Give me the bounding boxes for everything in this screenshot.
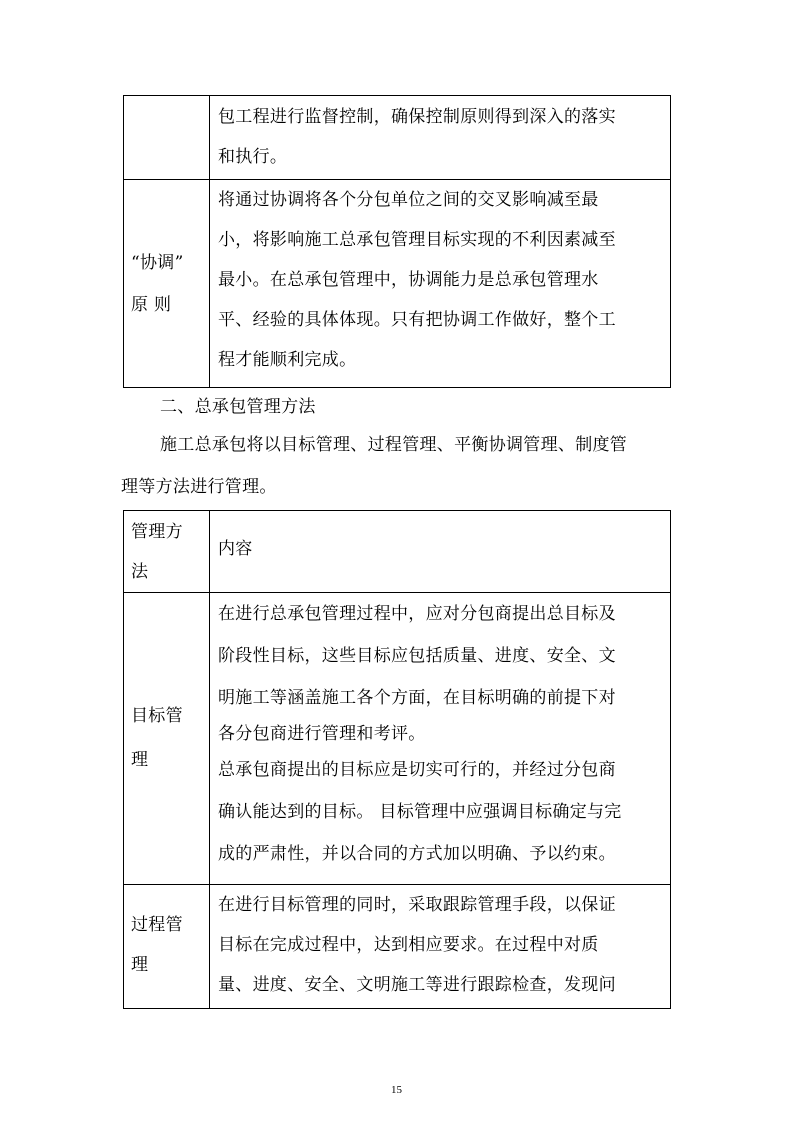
row-label-cell xyxy=(124,885,210,1009)
paragraph-line: 施工总承包将以目标管理、过程管理、平衡协调管理、制度管 xyxy=(160,435,628,455)
coordination-principle-table xyxy=(123,95,671,388)
header-content-cell xyxy=(210,511,671,593)
text-line: 目标在完成过程中，达到相应要求。在过程中对质 xyxy=(218,935,599,955)
row-label-cell xyxy=(124,180,210,388)
table-row xyxy=(124,180,671,388)
page-number: 15 xyxy=(391,1084,402,1096)
header-label-cell xyxy=(124,511,210,593)
row-label-cell xyxy=(124,593,210,885)
row-content-cell xyxy=(210,96,671,180)
column-header: 法 xyxy=(131,561,149,582)
row-label-cell xyxy=(124,96,210,180)
table-row xyxy=(124,593,671,885)
row-label: 理 xyxy=(131,954,149,975)
text-line: 各分包商进行管理和考评。 xyxy=(218,724,426,744)
section-heading: 二、总承包管理方法 xyxy=(160,397,316,417)
text-line: 和执行。 xyxy=(218,147,288,167)
row-content-cell xyxy=(210,885,671,1009)
text-line: 确认能达到的目标。 目标管理中应强调目标确定与完 xyxy=(218,802,622,822)
column-header: 内容 xyxy=(218,538,253,559)
text-line: 成的严肃性，并以合同的方式加以明确、予以约束。 xyxy=(218,844,616,864)
text-line: 明施工等涵盖施工各个方面，在目标明确的前提下对 xyxy=(218,688,616,708)
column-header: 管理方 xyxy=(131,521,183,542)
table-row xyxy=(124,885,671,1009)
text-line: 阶段性目标，这些目标应包括质量、进度、安全、文 xyxy=(218,646,616,666)
row-label: 过程管 xyxy=(131,914,183,935)
text-line: 在进行目标管理的同时，采取跟踪管理手段，以保证 xyxy=(218,895,616,915)
text-line: 最小。在总承包管理中，协调能力是总承包管理水 xyxy=(218,270,599,290)
table-row xyxy=(124,96,671,180)
row-label: “协调” xyxy=(131,252,184,273)
text-line: 程才能顺利完成。 xyxy=(218,350,357,370)
row-label: 理 xyxy=(131,749,149,770)
row-content-cell xyxy=(210,593,671,885)
row-content-cell xyxy=(210,180,671,388)
row-label: 目标管 xyxy=(131,705,183,726)
management-methods-table xyxy=(123,510,671,1009)
text-line: 小，将影响施工总承包管理目标实现的不利因素减至 xyxy=(218,230,616,250)
table-header-row xyxy=(124,511,671,593)
text-line: 在进行总承包管理过程中，应对分包商提出总目标及 xyxy=(218,604,616,624)
text-line: 包工程进行监督控制，确保控制原则得到深入的落实 xyxy=(218,107,616,127)
text-line: 将通过协调将各个分包单位之间的交叉影响减至最 xyxy=(218,190,599,210)
text-line: 量、进度、安全、文明施工等进行跟踪检查，发现问 xyxy=(218,975,616,995)
text-line: 总承包商提出的目标应是切实可行的，并经过分包商 xyxy=(218,760,616,780)
text-line: 平、经验的具体体现。只有把协调工作做好，整个工 xyxy=(218,310,616,330)
row-label: 原 则 xyxy=(131,294,172,315)
paragraph-line: 理等方法进行管理。 xyxy=(121,477,277,497)
